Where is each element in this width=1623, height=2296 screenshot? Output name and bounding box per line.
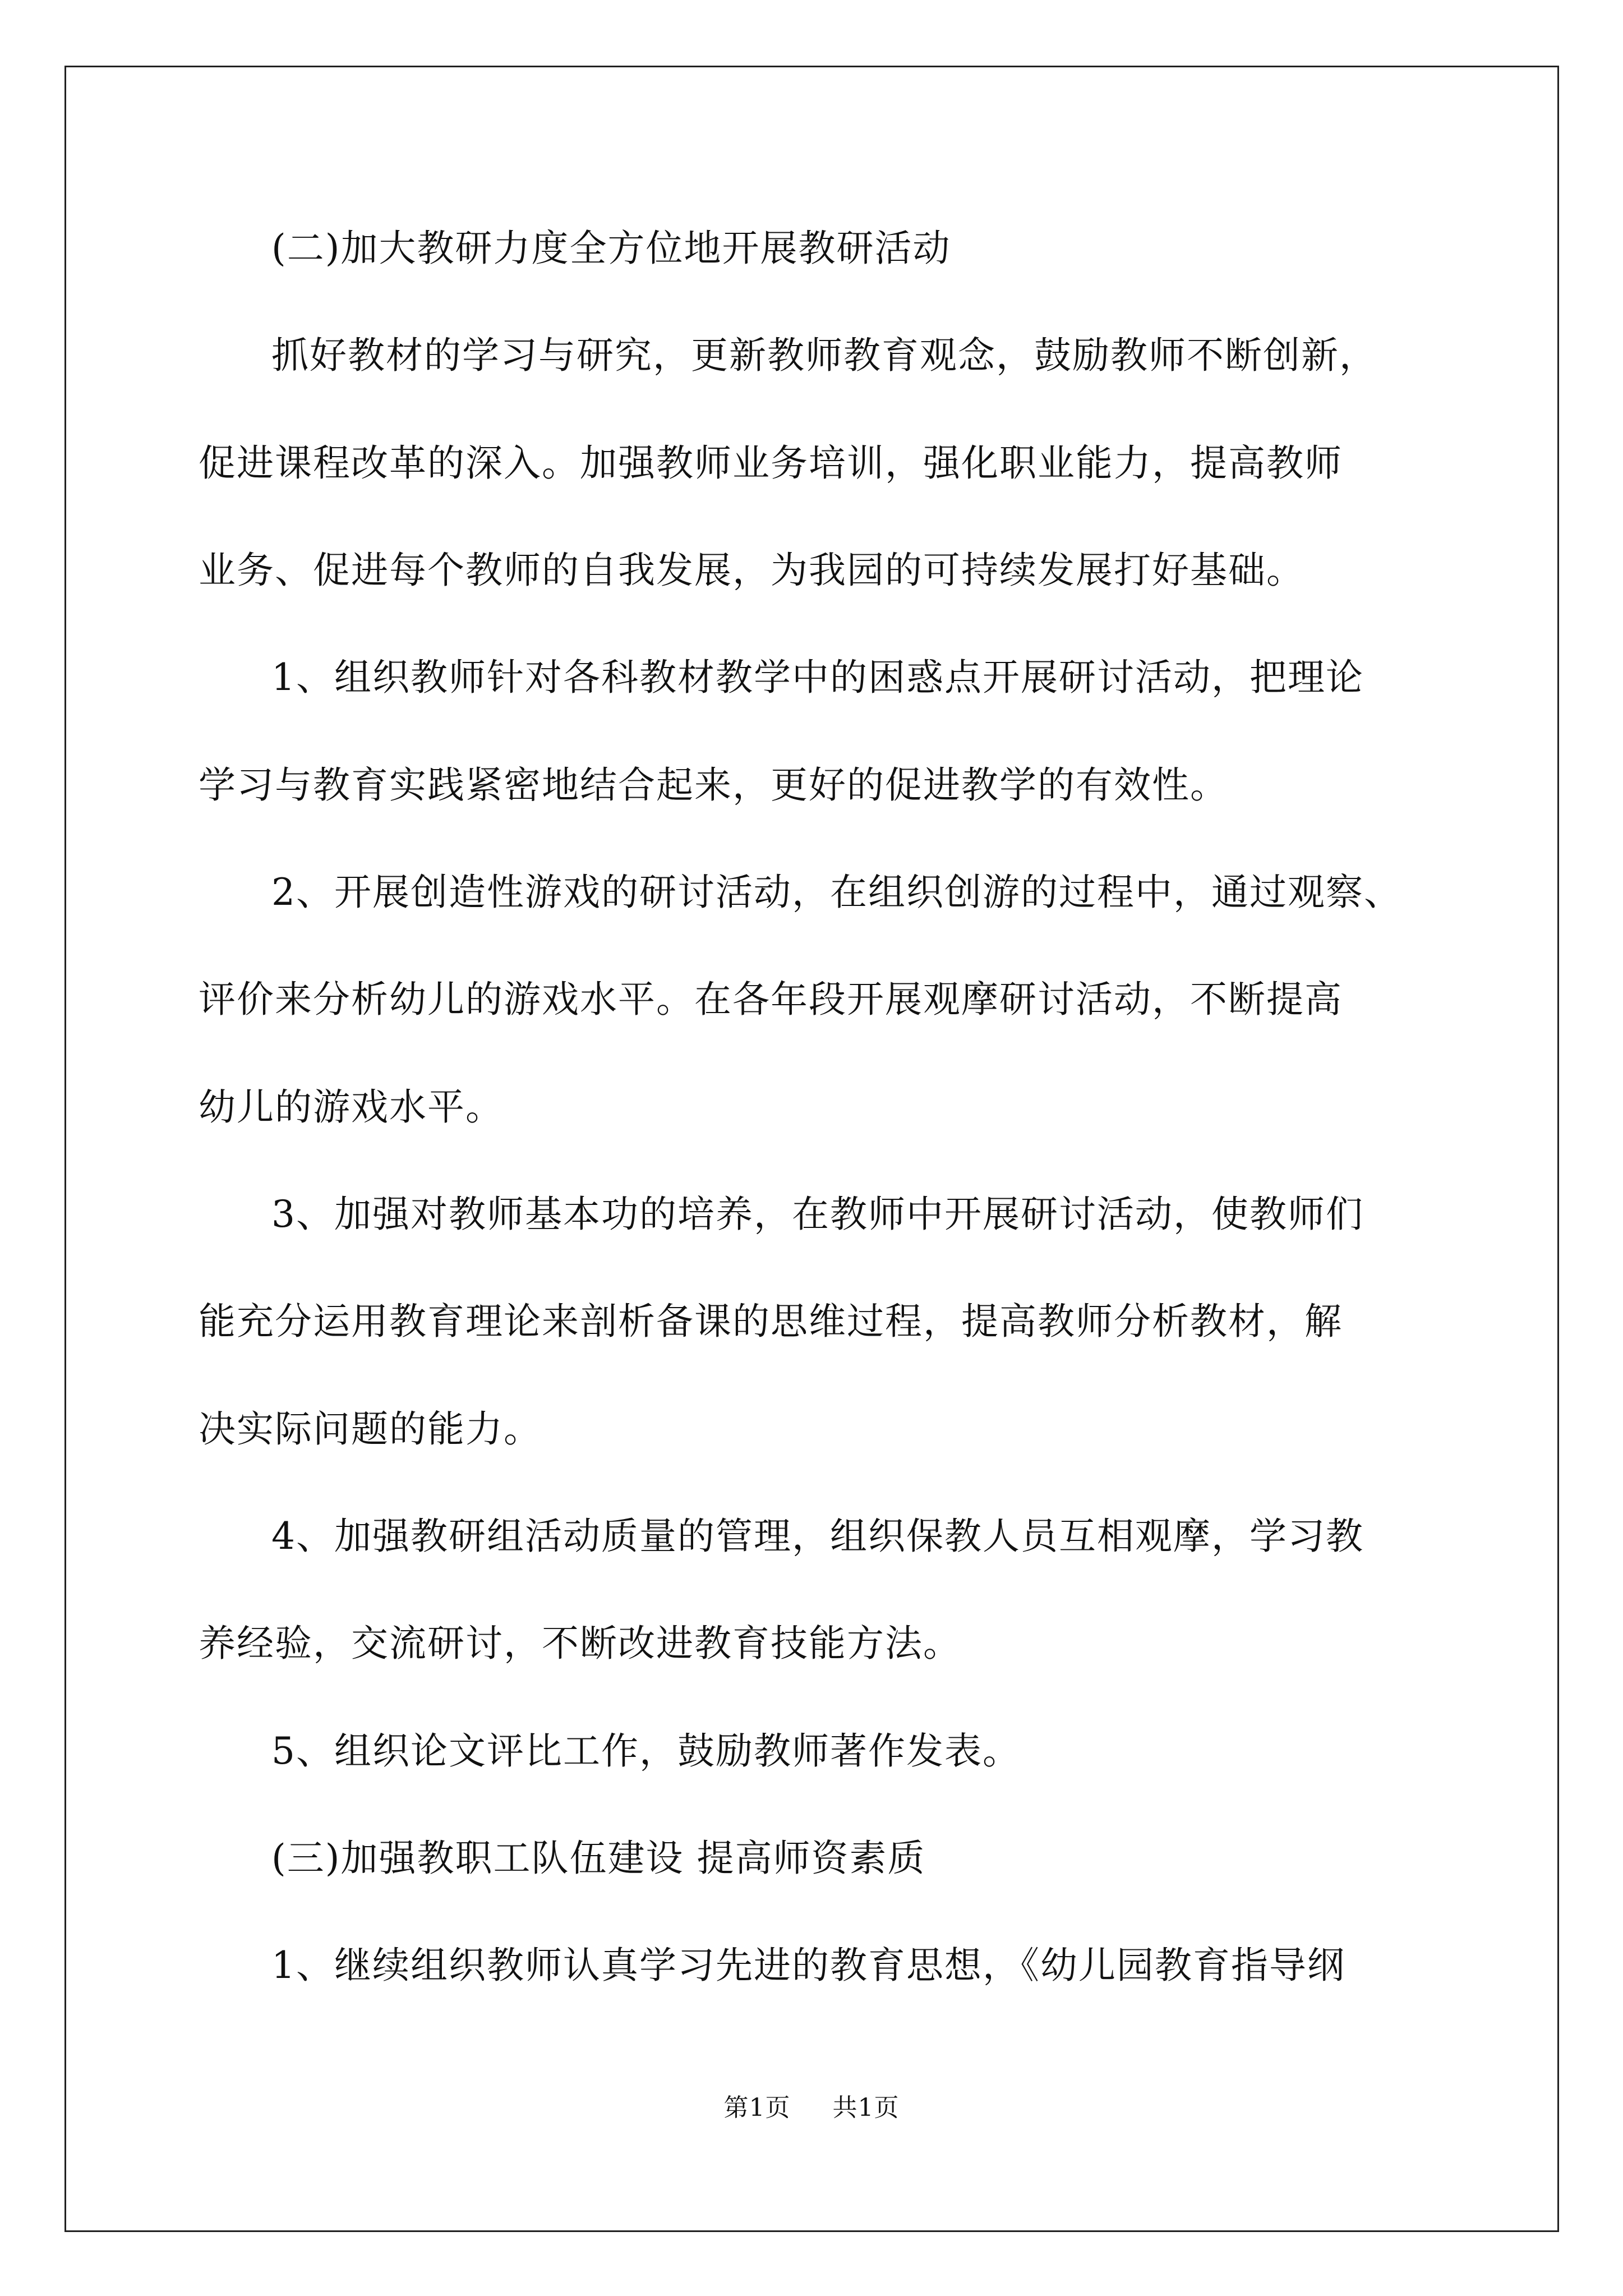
list-item-line: 学习与教育实践紧密地结合起来，更好的促进教学的有效性。 <box>199 763 1228 807</box>
list-item-line: 养经验，交流研讨，不断改进教育技能方法。 <box>199 1622 961 1665</box>
page-border <box>64 66 1559 2232</box>
list-item-line: 评价来分析幼儿的游戏水平。在各年段开展观摩研讨活动，不断提高 <box>199 978 1343 1021</box>
list-item-line: 1、继续组织教师认真学习先进的教育思想，《幼儿园教育指导纲 <box>271 1944 1345 1987</box>
list-item-line: 4、加强教研组活动质量的管理，组织保教人员互相观摩，学习教 <box>271 1515 1364 1558</box>
paragraph-line: 抓好教材的学习与研究，更新教师教育观念，鼓励教师不断创新， <box>271 334 1377 377</box>
list-item-line: 幼儿的游戏水平。 <box>199 1085 504 1129</box>
list-item-line: 5、组织论文评比工作，鼓励教师著作发表。 <box>271 1729 1021 1773</box>
list-item-line: 1、组织教师针对各科教材教学中的困惑点开展研讨活动，把理论 <box>271 656 1364 699</box>
list-item-line: 决实际问题的能力。 <box>199 1407 542 1451</box>
page-footer <box>0 2092 1623 2124</box>
page-number: 第1页 <box>723 2093 791 2122</box>
paragraph-line: 业务、促进每个教师的自我发展，为我园的可持续发展打好基础。 <box>199 549 1304 592</box>
list-item-line: 2、开展创造性游戏的研讨活动，在组织创游的过程中，通过观察、 <box>271 871 1402 914</box>
section-heading-3: (三)加强教职工队伍建设 提高师资素质 <box>271 1837 926 1880</box>
list-item-line: 3、加强对教师基本功的培养，在教师中开展研讨活动，使教师们 <box>271 1193 1364 1236</box>
section-heading-2: (二)加大教研力度全方位地开展教研活动 <box>271 227 951 270</box>
list-item-line: 能充分运用教育理论来剖析备课的思维过程，提高教师分析教材，解 <box>199 1300 1343 1343</box>
paragraph-line: 促进课程改革的深入。加强教师业务培训，强化职业能力，提高教师 <box>199 441 1343 485</box>
page-total: 共1页 <box>832 2093 900 2122</box>
